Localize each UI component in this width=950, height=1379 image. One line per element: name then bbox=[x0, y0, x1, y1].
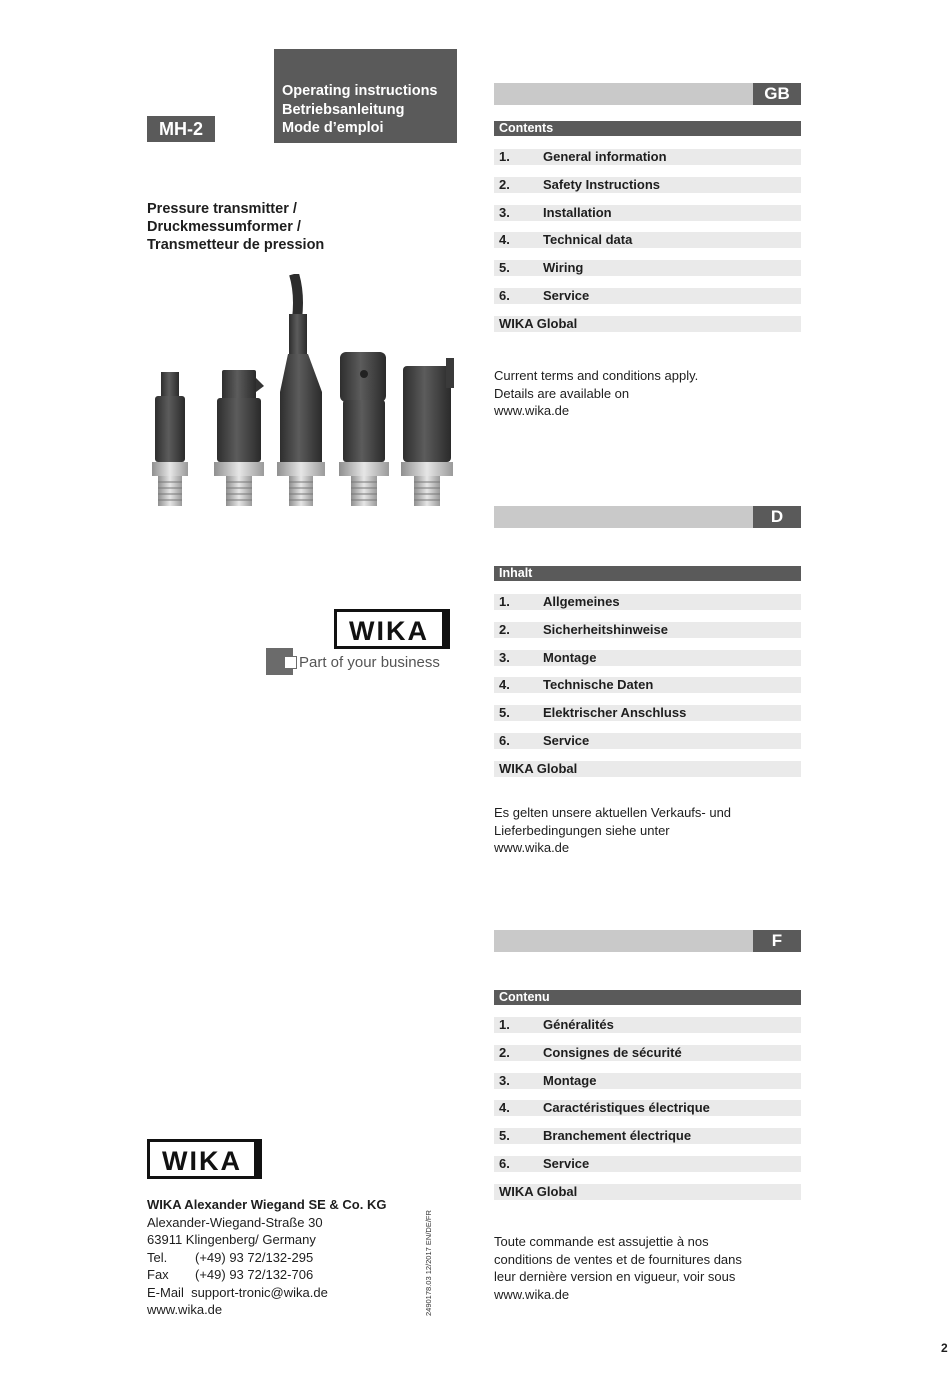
company-web[interactable]: www.wika.de bbox=[147, 1302, 223, 1317]
product-title bbox=[147, 200, 324, 254]
toc-item[interactable]: 5. Wiring bbox=[494, 260, 801, 276]
product-title-en: Pressure transmitter / bbox=[147, 201, 297, 217]
company-address bbox=[147, 1196, 386, 1319]
language-bar-fr bbox=[494, 930, 801, 952]
tagline-text: Part of your business bbox=[299, 654, 440, 671]
language-tag-fr: F bbox=[753, 930, 801, 952]
company-city: 63911 Klingenberg/ Germany bbox=[147, 1232, 316, 1247]
company-street: Alexander-Wiegand-Straße 30 bbox=[147, 1214, 323, 1230]
tagline bbox=[266, 648, 454, 676]
title-fr: Mode d’emploi bbox=[282, 120, 384, 136]
language-tag-de: D bbox=[753, 506, 801, 528]
wika-logo-footer bbox=[147, 1139, 262, 1179]
toc-item[interactable]: 3. Montage bbox=[494, 650, 801, 666]
toc-item-wika-global[interactable]: WIKA Global bbox=[494, 316, 801, 332]
toc-item[interactable]: 5. Elektrischer Anschluss bbox=[494, 705, 801, 721]
instructions-title-box bbox=[274, 49, 457, 143]
wika-logo bbox=[334, 609, 450, 649]
title-en: Operating instructions bbox=[282, 83, 438, 99]
contents-heading-gb: Contents bbox=[494, 121, 801, 136]
page-number: 2 bbox=[941, 1341, 948, 1355]
toc-item[interactable]: 1. Généralités bbox=[494, 1017, 801, 1033]
company-email: E-Mail support-tronic@wika.de bbox=[147, 1284, 328, 1300]
toc-list-gb bbox=[494, 149, 801, 344]
transmitter-m12 bbox=[152, 372, 188, 506]
toc-item[interactable]: 6. Service bbox=[494, 1156, 801, 1172]
toc-item[interactable]: 2. Consignes de sécurité bbox=[494, 1045, 801, 1061]
toc-item[interactable]: 4. Caractéristiques électrique bbox=[494, 1100, 801, 1116]
toc-item[interactable]: 5. Branchement électrique bbox=[494, 1128, 801, 1144]
svg-text:WIKA: WIKA bbox=[162, 1146, 242, 1176]
transmitter-metripack bbox=[401, 358, 454, 506]
toc-item[interactable]: 4. Technical data bbox=[494, 232, 801, 248]
contents-heading-fr: Contenu bbox=[494, 990, 801, 1005]
toc-item[interactable]: 1. Allgemeines bbox=[494, 594, 801, 610]
toc-item[interactable]: 1. General information bbox=[494, 149, 801, 165]
language-bar-de bbox=[494, 506, 801, 528]
toc-item[interactable]: 6. Service bbox=[494, 288, 801, 304]
svg-text:WIKA: WIKA bbox=[349, 616, 429, 646]
toc-item[interactable]: 2. Sicherheitshinweise bbox=[494, 622, 801, 638]
terms-de: Es gelten unsere aktuellen Verkaufs- und Lieferbedingungen siehe unter www.wika.de bbox=[494, 805, 732, 855]
toc-item-wika-global[interactable]: WIKA Global bbox=[494, 761, 801, 777]
title-de: Betriebsanleitung bbox=[282, 101, 405, 118]
model-label: MH-2 bbox=[147, 116, 215, 142]
toc-item[interactable]: 3. Montage bbox=[494, 1073, 801, 1089]
toc-item[interactable]: 2. Safety Instructions bbox=[494, 177, 801, 193]
toc-item[interactable]: 4. Technische Daten bbox=[494, 677, 801, 693]
contents-heading-de: Inhalt bbox=[494, 566, 801, 581]
language-bar-gb bbox=[494, 83, 801, 105]
pressure-transmitters-photo bbox=[146, 274, 456, 514]
transmitter-cable bbox=[277, 274, 325, 506]
company-name: WIKA Alexander Wiegand SE & Co. KG bbox=[147, 1197, 387, 1212]
language-tag-gb: GB bbox=[753, 83, 801, 105]
toc-list-de bbox=[494, 594, 801, 789]
toc-item[interactable]: 3. Installation bbox=[494, 205, 801, 221]
toc-item-wika-global[interactable]: WIKA Global bbox=[494, 1184, 801, 1200]
company-fax: Fax (+49) 93 72/132-706 bbox=[147, 1267, 314, 1282]
transmitter-superseal bbox=[214, 370, 264, 506]
transmitter-deutsch bbox=[339, 352, 389, 506]
terms-fr: Toute commande est assujettie à nos conditions de ventes et de fournitures dans leur dernière version en vigueur, voir sous www.wika.de bbox=[494, 1234, 742, 1302]
company-tel: Tel. (+49) 93 72/132-295 bbox=[147, 1249, 314, 1265]
toc-item[interactable]: 6. Service bbox=[494, 733, 801, 749]
toc-list-fr bbox=[494, 1017, 801, 1212]
terms-gb: Current terms and conditions apply. Details are available on www.wika.de bbox=[494, 368, 699, 418]
document-number: 2490178.03 12/2017 EN/DE/FR bbox=[424, 1210, 433, 1316]
product-title-de: Druckmessumformer / bbox=[147, 219, 301, 235]
product-title-fr: Transmetteur de pression bbox=[147, 237, 325, 253]
